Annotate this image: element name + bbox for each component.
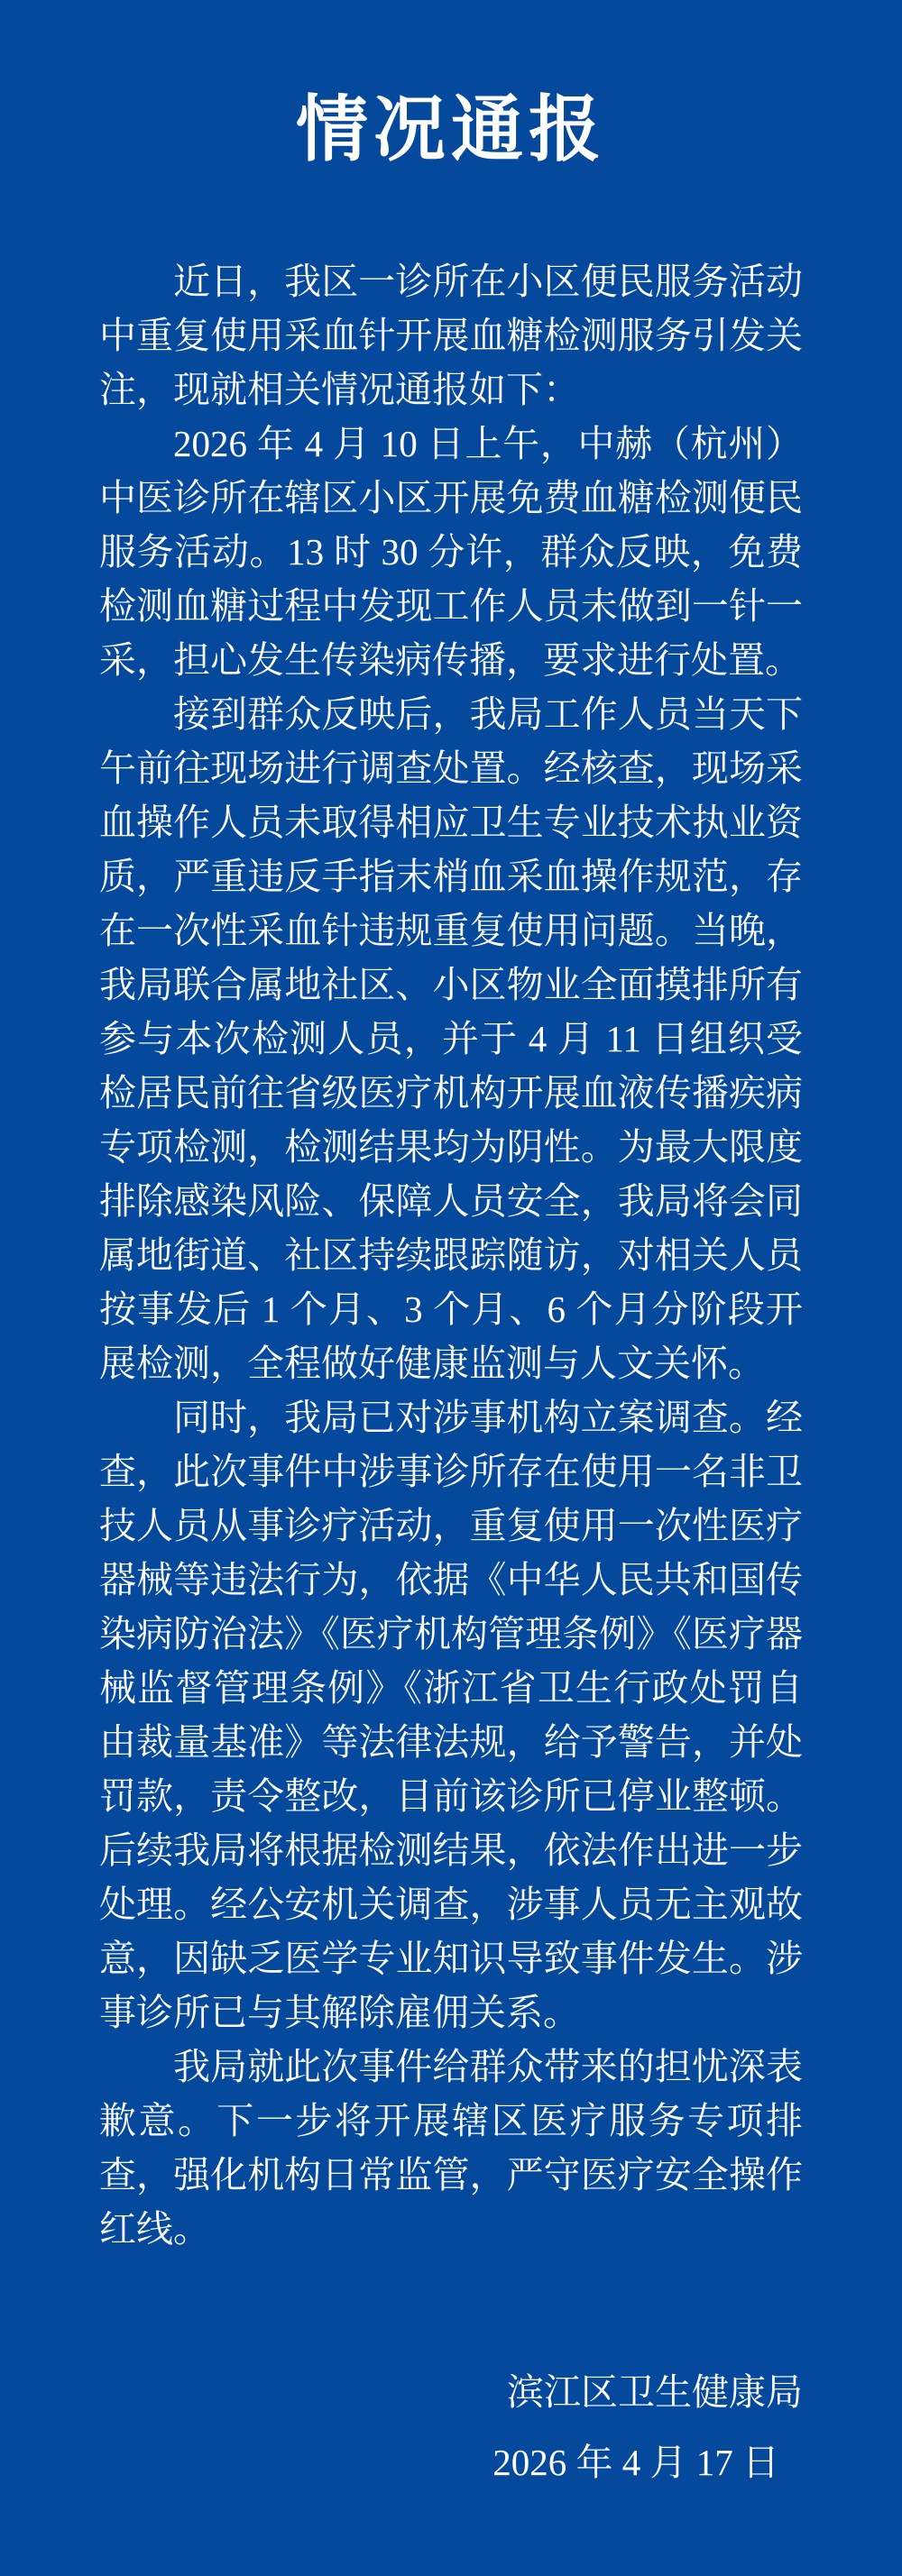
notice-paragraph-investigation: 接到群众反映后，我局工作人员当天下午前往现场进行调查处置。经核查，现场采血操作人员未取得相应卫生专业技术执业资质，严重违反手指末梢血采血操作规范，存在一次性采血针违规重复使用问题。当晚，我局联合属地社区、小区物业全面摸排所有参与本次检测人员，并于 4 月 11 日组织受检居民前往省级医疗机构开展血液传播疾病专项检测，检测结果均为阴性。为最大限度排除感染风险、保障人员安全，我局将会同属地街道、社区持续跟踪随访，对相关人员按事发后 1 个月、3 个月、6 个月分阶段开展检测，全程做好健康监测与人文关怀。 (99, 693, 803, 1384)
signature-block (0, 2357, 803, 2498)
notice-paragraph-incident: 2026 年 4 月 10 日上午，中赫（杭州）中医诊所在辖区小区开展免费血糖检测便民服务活动。13 时 30 分许，群众反映，免费检测血糖过程中发现工作人员未做到一针一采，担心发生传染病传播，要求进行处置。 (99, 423, 803, 681)
signature-organization: 滨江区卫生健康局 (507, 2371, 803, 2413)
notice-title: 情况通报 (296, 91, 606, 170)
notice-paragraph-apology: 我局就此次事件给群众带来的担忧深表歉意。下一步将开展辖区医疗服务专项排查，强化机构日常监管，严守医疗安全操作红线。 (99, 2046, 803, 2250)
notice-body (99, 254, 803, 2256)
signature-date: 2026 年 4 月 17 日 (492, 2442, 779, 2483)
notice-paragraph-penalty: 同时，我局已对涉事机构立案调查。经查，此次事件中涉事诊所存在使用一名非卫技人员从事诊疗活动，重复使用一次性医疗器械等违法行为，依据《中华人民共和国传染病防治法》《医疗机构管理条例》《医疗器械监督管理条例》《浙江省卫生行政处罚自由裁量基准》等法律法规，给予警告，并处罚款，责令整改，目前该诊所已停业整顿。后续我局将根据检测结果，依法作出进一步处理。经公安机关调查，涉事人员无主观故意，因缺乏医学专业知识导致事件发生。涉事诊所已与其解除雇佣关系。 (99, 1397, 803, 2033)
notice-paragraph-intro: 近日，我区一诊所在小区便民服务活动中重复使用采血针开展血糖检测服务引发关注，现就相关情况通报如下： (99, 261, 803, 410)
